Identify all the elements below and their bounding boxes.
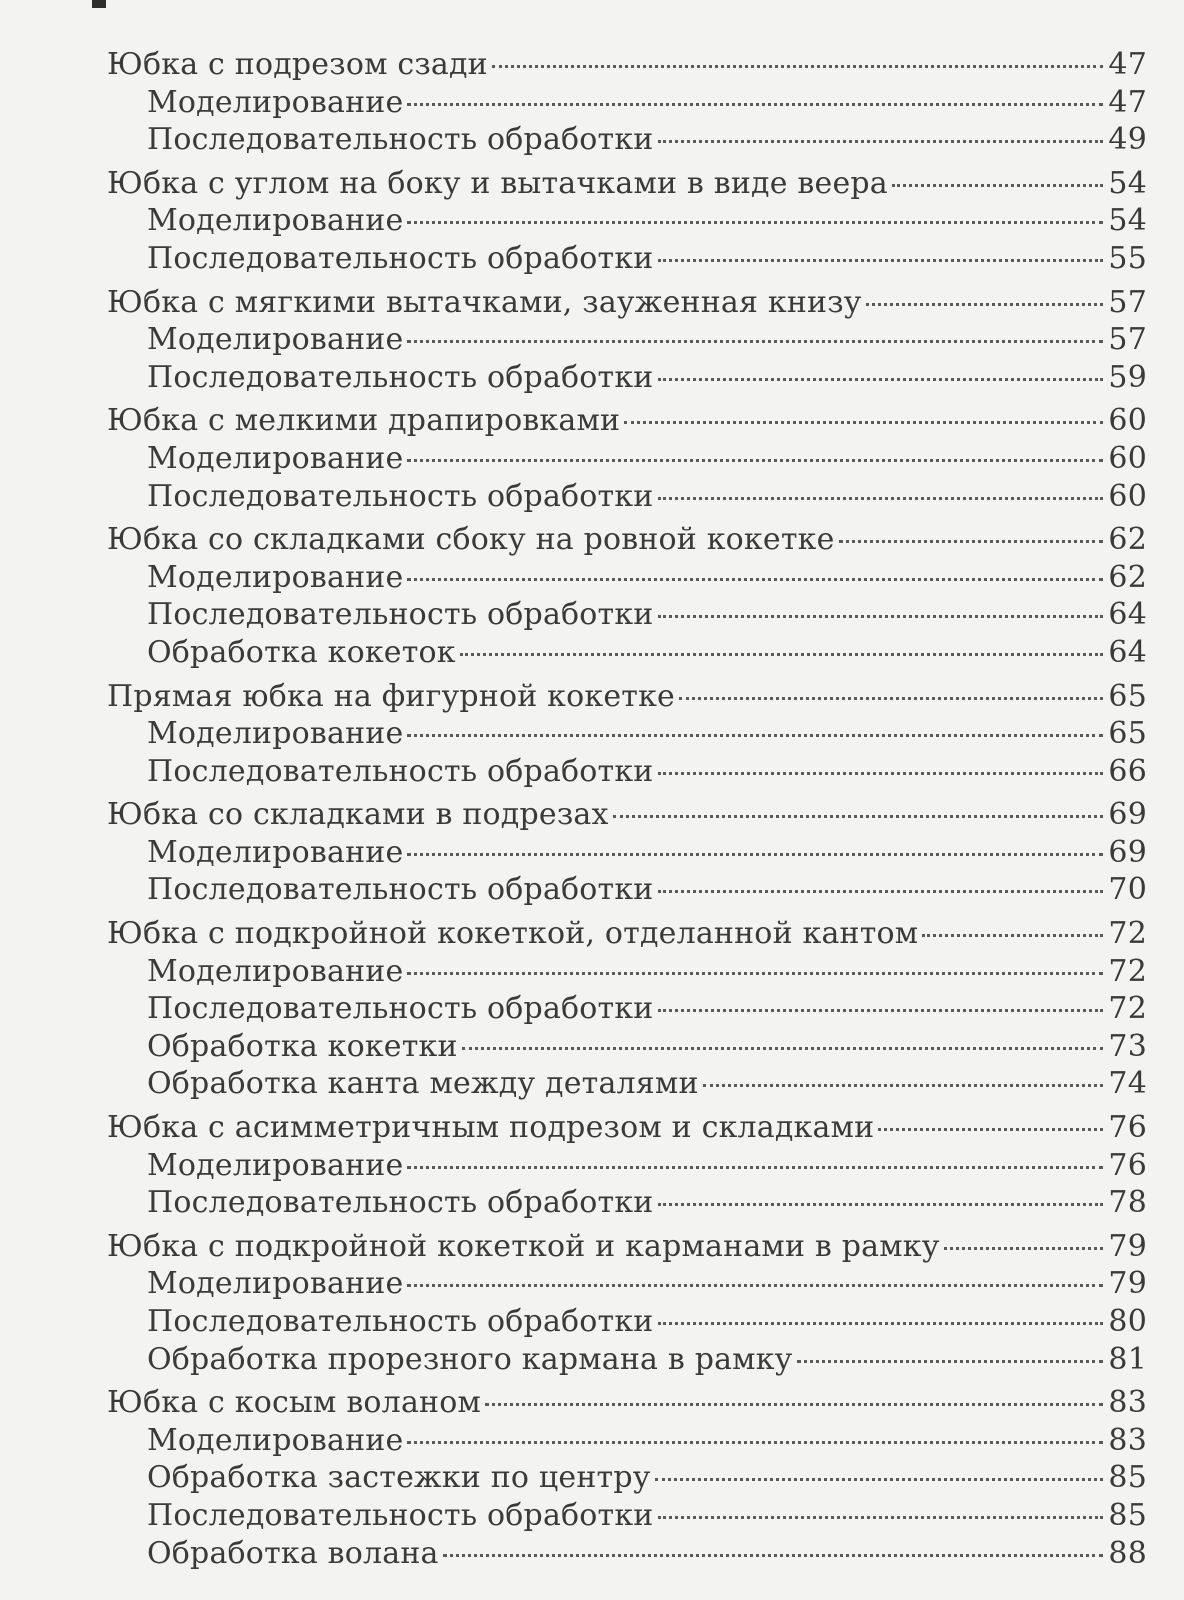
toc-subentry <box>107 596 1147 634</box>
page-number: 76 <box>1108 1147 1147 1183</box>
page-number: 49 <box>1108 122 1147 158</box>
page-number: 59 <box>1108 359 1147 395</box>
page-number: 85 <box>1108 1497 1147 1533</box>
dot-leader <box>658 259 1104 262</box>
toc-subentry-title: Обработка застежки по центру <box>147 1460 651 1496</box>
page-number: 62 <box>1108 522 1147 558</box>
toc-entry-title: Юбка со складками сбоку на ровной кокетке <box>107 522 835 558</box>
toc-section <box>107 915 1147 1103</box>
toc-subentry <box>107 1184 1147 1222</box>
toc-subentry-title: Моделирование <box>147 1422 404 1458</box>
toc-subentry-title: Моделирование <box>147 1266 404 1302</box>
page-number: 47 <box>1108 47 1147 82</box>
dot-leader <box>485 1403 1103 1406</box>
toc-entry-title: Юбка со складками в подрезах <box>107 797 609 833</box>
toc-entry <box>107 796 1147 834</box>
dot-leader <box>407 103 1103 106</box>
toc-subentry <box>107 834 1147 872</box>
toc-subentry-title: Обработка кокетки <box>147 1028 458 1064</box>
page-number: 80 <box>1108 1304 1147 1339</box>
toc-section <box>107 402 1147 515</box>
page-number: 64 <box>1108 597 1147 633</box>
toc-subentry <box>107 359 1147 397</box>
toc-subentry-title: Последовательность обработки <box>147 359 654 395</box>
dot-leader <box>658 615 1104 618</box>
dot-leader <box>407 578 1103 581</box>
toc-entry <box>107 1109 1147 1147</box>
toc-subentry <box>107 121 1147 159</box>
page-number: 78 <box>1108 1185 1147 1221</box>
toc-entry <box>107 402 1147 440</box>
page-number: 74 <box>1108 1066 1147 1102</box>
toc-subentry <box>107 1459 1147 1497</box>
toc-entry-title: Юбка с подрезом сзади <box>107 47 488 82</box>
toc-section <box>107 796 1147 909</box>
toc-subentry-title: Моделирование <box>147 1147 404 1183</box>
page-number: 72 <box>1108 916 1147 952</box>
toc-section <box>107 46 1147 159</box>
toc-entry-title: Юбка с мягкими вытачками, зауженная книзу <box>107 284 862 320</box>
toc-entry-title: Юбка с асимметричным подрезом и складками <box>107 1110 875 1146</box>
toc-subentry-title: Последовательность обработки <box>147 753 654 789</box>
dot-leader <box>658 497 1104 500</box>
toc-subentry-title: Обработка кокеток <box>147 634 456 670</box>
toc-subentry-title: Обработка прорезного кармана в рамку <box>147 1341 793 1377</box>
toc-subentry-title: Обработка канта между деталями <box>147 1066 699 1102</box>
toc-subentry-title: Моделирование <box>147 203 404 239</box>
dot-leader <box>658 1203 1104 1206</box>
toc-entry <box>107 284 1147 322</box>
toc-subentry <box>107 1303 1147 1341</box>
dot-leader <box>443 1554 1103 1557</box>
page-number: 79 <box>1108 1228 1147 1264</box>
page-number: 54 <box>1108 165 1147 201</box>
toc-subentry-title: Последовательность обработки <box>147 478 654 514</box>
toc-subentry-title: Моделирование <box>147 716 404 752</box>
toc-entry-title: Юбка с косым воланом <box>107 1385 482 1421</box>
toc-entry-title: Юбка с мелкими драпировками <box>107 403 621 439</box>
toc-subentry <box>107 202 1147 240</box>
toc-subentry <box>107 321 1147 359</box>
dot-leader <box>407 340 1103 343</box>
toc-section <box>107 284 1147 397</box>
toc-entry <box>107 1384 1147 1422</box>
toc-subentry <box>107 1265 1147 1303</box>
toc-entry <box>107 165 1147 203</box>
toc-entry <box>107 1228 1147 1266</box>
toc-subentry-title: Последовательность обработки <box>147 1304 654 1339</box>
toc-subentry-title: Последовательность обработки <box>147 991 654 1027</box>
toc-entry-title: Юбка с углом на боку и вытачками в виде веера <box>107 165 888 201</box>
toc-subentry <box>107 1341 1147 1379</box>
toc-subentry-title: Последовательность обработки <box>147 122 654 158</box>
page-number: 83 <box>1108 1385 1147 1421</box>
toc-section <box>107 1109 1147 1222</box>
dot-leader <box>407 972 1103 975</box>
page-number: 47 <box>1108 84 1147 120</box>
page-number: 88 <box>1108 1535 1147 1571</box>
page-number: 64 <box>1108 634 1147 670</box>
toc-subentry <box>107 240 1147 278</box>
dot-leader <box>492 65 1103 68</box>
toc-entry <box>107 678 1147 716</box>
toc-section <box>107 678 1147 791</box>
page-number: 57 <box>1108 284 1147 320</box>
dot-leader <box>839 540 1103 543</box>
dot-leader <box>407 1166 1103 1169</box>
toc-subentry <box>107 559 1147 597</box>
toc-subentry-title: Моделирование <box>147 322 404 358</box>
toc-entry-title: Юбка с подкройной кокеткой, отделанной кантом <box>107 916 919 952</box>
page-number: 70 <box>1108 872 1147 908</box>
dot-leader <box>407 1284 1103 1287</box>
page-number: 60 <box>1108 478 1147 514</box>
toc-section <box>107 1384 1147 1572</box>
dot-leader <box>866 303 1103 306</box>
toc-subentry-title: Моделирование <box>147 440 404 476</box>
toc-subentry <box>107 871 1147 909</box>
dot-leader <box>624 421 1103 424</box>
page-number: 60 <box>1108 403 1147 439</box>
dot-leader <box>658 772 1104 775</box>
dot-leader <box>679 697 1103 700</box>
dot-leader <box>922 934 1103 937</box>
dot-leader <box>944 1247 1103 1250</box>
page-number: 69 <box>1108 797 1147 833</box>
toc-subentry-title: Обработка волана <box>147 1535 439 1571</box>
toc-entry <box>107 915 1147 953</box>
page-top-mark <box>92 0 106 8</box>
dot-leader <box>878 1128 1103 1131</box>
dot-leader <box>460 653 1103 656</box>
toc-subentry-title: Моделирование <box>147 834 404 870</box>
dot-leader <box>658 378 1104 381</box>
toc-subentry <box>107 953 1147 991</box>
toc-subentry-title: Последовательность обработки <box>147 1185 654 1221</box>
dot-leader <box>703 1084 1103 1087</box>
toc-subentry <box>107 1535 1147 1573</box>
page-number: 69 <box>1108 834 1147 870</box>
toc-entry-title: Прямая юбка на фигурной кокетке <box>107 678 675 714</box>
toc-subentry-title: Моделирование <box>147 559 404 595</box>
toc-subentry <box>107 1422 1147 1460</box>
toc-entry <box>107 46 1147 84</box>
page-number: 55 <box>1108 240 1147 276</box>
dot-leader <box>655 1478 1103 1481</box>
page-number: 72 <box>1108 953 1147 989</box>
toc-subentry <box>107 1028 1147 1066</box>
dot-leader <box>658 1009 1104 1012</box>
page-number: 65 <box>1108 678 1147 714</box>
toc-subentry <box>107 753 1147 791</box>
dot-leader <box>407 1441 1103 1444</box>
dot-leader <box>407 734 1103 737</box>
toc-section <box>107 1228 1147 1378</box>
page-number: 81 <box>1108 1341 1147 1377</box>
toc-subentry-title: Последовательность обработки <box>147 1497 654 1533</box>
page-number: 65 <box>1108 716 1147 752</box>
page-number: 60 <box>1108 440 1147 476</box>
toc-section <box>107 521 1147 671</box>
page-number: 57 <box>1108 322 1147 358</box>
toc-subentry <box>107 1065 1147 1103</box>
dot-leader <box>892 184 1103 187</box>
toc-subentry <box>107 84 1147 122</box>
dot-leader <box>462 1047 1103 1050</box>
toc-subentry-title: Последовательность обработки <box>147 872 654 908</box>
dot-leader <box>407 853 1103 856</box>
toc-subentry <box>107 478 1147 516</box>
dot-leader <box>658 140 1104 143</box>
toc-entry-title: Юбка с подкройной кокеткой и карманами в рамку <box>107 1228 940 1264</box>
toc-subentry <box>107 440 1147 478</box>
toc-subentry-title: Последовательность обработки <box>147 597 654 633</box>
page-number: 66 <box>1108 753 1147 789</box>
toc-subentry <box>107 990 1147 1028</box>
page-number: 85 <box>1108 1460 1147 1496</box>
page-number: 79 <box>1108 1266 1147 1302</box>
page-number: 54 <box>1108 203 1147 239</box>
page-number: 73 <box>1108 1028 1147 1064</box>
dot-leader <box>797 1360 1103 1363</box>
dot-leader <box>658 1322 1104 1325</box>
dot-leader <box>407 221 1103 224</box>
toc-section <box>107 165 1147 278</box>
page-number: 72 <box>1108 991 1147 1027</box>
toc-subentry-title: Моделирование <box>147 953 404 989</box>
toc-subentry <box>107 634 1147 672</box>
page-number: 76 <box>1108 1110 1147 1146</box>
dot-leader <box>658 890 1104 893</box>
dot-leader <box>613 815 1103 818</box>
toc-subentry <box>107 715 1147 753</box>
toc-subentry <box>107 1147 1147 1185</box>
table-of-contents <box>107 46 1147 1578</box>
toc-subentry <box>107 1497 1147 1535</box>
dot-leader <box>407 459 1103 462</box>
page-number: 62 <box>1108 559 1147 595</box>
dot-leader <box>658 1516 1104 1519</box>
page-number: 83 <box>1108 1422 1147 1458</box>
toc-subentry-title: Моделирование <box>147 84 404 120</box>
toc-entry <box>107 521 1147 559</box>
toc-subentry-title: Последовательность обработки <box>147 240 654 276</box>
